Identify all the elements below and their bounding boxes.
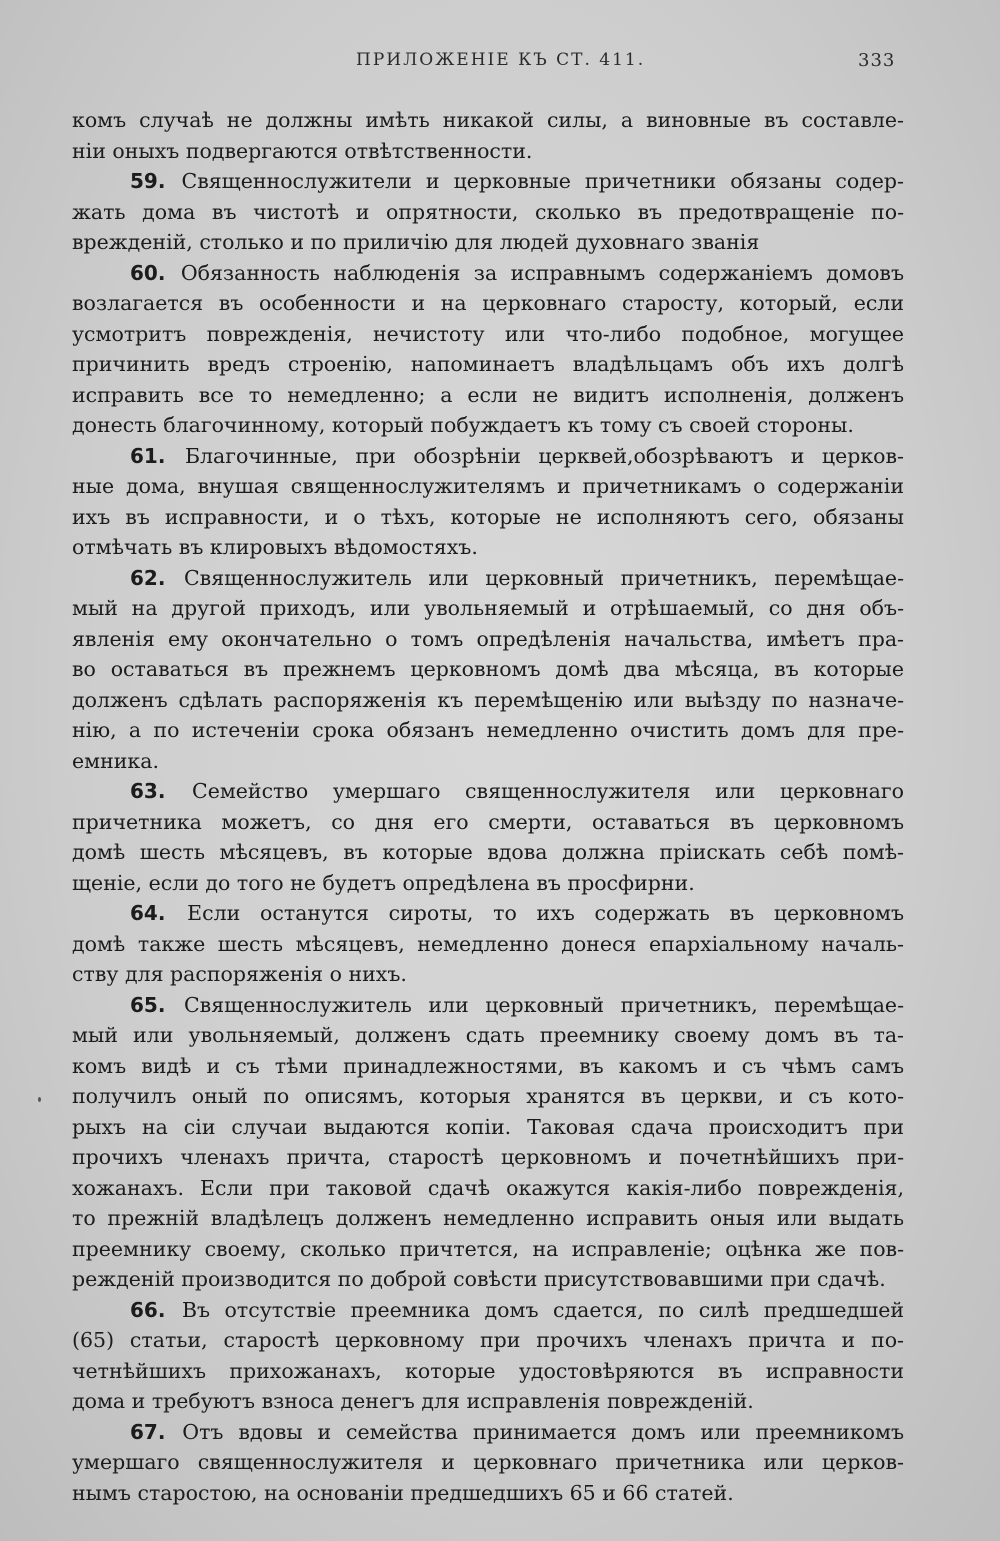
text-line (72, 1447, 904, 1478)
line-text: то прежній владѣлецъ долженъ немедленно исправить оныя или выдать (72, 1206, 904, 1230)
text-line (72, 227, 904, 258)
line-text: ихъ въ исправности, и о тѣхъ, которые не исполняютъ сего, обязаны (72, 504, 904, 529)
line-text: Священнослужитель или церковный причетникъ, перемѣщае- (167, 992, 904, 1017)
line-text: причетника можетъ, со дня его смерти, оставаться въ церковномъ (72, 809, 904, 834)
line-text: Въ отсутствіе преемника домъ сдается, по силѣ предшедшей (167, 1297, 904, 1322)
line-text: ніи оныхъ подвергаются отвѣтственности. (72, 138, 533, 163)
line-text: возлагается въ особенности и на церковнаго старосту, который, если (72, 291, 904, 315)
line-text: нымъ старостою, на основаніи предшедшихъ 65 и 66 статей. (72, 1480, 734, 1505)
article-number: 64. (130, 901, 166, 925)
line-text: Благочинные, при обозрѣніи церквей,обозрѣваютъ и церков- (167, 443, 904, 468)
line-text: долженъ сдѣлать распоряженія къ перемѣщенію или выѣзду по назначе- (72, 687, 904, 712)
article-first-line (72, 898, 904, 929)
article-number: 59. (130, 169, 166, 193)
line-text: преемнику своему, сколько причтется, на исправленіе; оцѣнка же пов- (72, 1236, 904, 1261)
text-line (72, 1478, 904, 1509)
text-line (72, 1356, 904, 1387)
line-text: Семейство умершаго священнослужителя или церковнаго (167, 779, 904, 803)
article-first-line (72, 1417, 904, 1448)
line-text: отмѣчать въ клировыхъ вѣдомостяхъ. (72, 535, 478, 559)
text-line (72, 136, 904, 167)
line-text: исправить все то немедленно; а если не видитъ исполненія, долженъ (72, 382, 904, 407)
line-text: четнѣйшихъ прихожанахъ, которые удостовѣряются въ исправности (72, 1358, 904, 1383)
article-first-line (72, 441, 904, 472)
text-line (72, 1112, 904, 1143)
text-line (72, 197, 904, 228)
article-first-line (72, 990, 904, 1021)
line-text: ству для распоряженія о нихъ. (72, 962, 407, 986)
line-text: режденій производится по доброй совѣсти присутствовавшими при сдачѣ. (72, 1267, 886, 1291)
text-line (72, 502, 904, 533)
line-text: мый или увольняемый, долженъ сдать преемнику своему домъ въ та- (72, 1023, 904, 1047)
line-text: Если останутся сироты, то ихъ содержать въ церковномъ (167, 901, 904, 925)
text-line (72, 715, 904, 746)
text-line (72, 1325, 904, 1356)
line-text: рыхъ на сіи случаи выдаются копіи. Таковая сдача происходитъ при (72, 1114, 904, 1139)
text-line (72, 410, 904, 441)
line-text: жать дома въ чистотѣ и опрятности, сколько въ предотвращеніе по- (72, 199, 904, 224)
line-text: явленія ему окончательно о томъ опредѣленія начальства, имѣетъ пра- (72, 626, 904, 651)
text-line (72, 1203, 904, 1234)
article-number: 61. (130, 443, 166, 468)
text-line (72, 654, 904, 685)
line-text: прочихъ членахъ причта, старостѣ церковномъ и почетнѣйшихъ при- (72, 1145, 904, 1169)
text-line (72, 868, 904, 899)
text-line (72, 1081, 904, 1112)
text-line (72, 624, 904, 655)
text-line (72, 1234, 904, 1265)
article-first-line (72, 1295, 904, 1326)
text-line (72, 1020, 904, 1051)
article-first-line (72, 776, 904, 807)
line-text: комъ случаѣ не должны имѣть никакой силы, а виновные въ составле- (72, 108, 904, 132)
line-text: ные дома, внушая священнослужителямъ и причетникамъ о содержаніи (72, 474, 904, 498)
text-line (72, 105, 904, 136)
page-number: 333 (858, 50, 896, 71)
text-line (72, 959, 904, 990)
text-line (72, 1264, 904, 1295)
line-text: получилъ оный по описямъ, которыя хранятся въ церкви, и съ кото- (72, 1084, 904, 1108)
text-line (72, 532, 904, 563)
text-line (72, 471, 904, 502)
text-line (72, 319, 904, 350)
text-line (72, 593, 904, 624)
text-line (72, 837, 904, 868)
article-number: 63. (130, 779, 166, 803)
line-text: комъ видѣ и съ тѣми принадлежностями, въ какомъ и съ чѣмъ самъ (72, 1053, 904, 1078)
article-first-line (72, 258, 904, 289)
line-text: хожанахъ. Если при таковой сдачѣ окажутся какія-либо поврежденія, (72, 1175, 904, 1200)
body-text (72, 105, 904, 1508)
running-title: ПРИЛОЖЕНІЕ КЪ СТ. 411. (356, 50, 646, 70)
text-line (72, 349, 904, 380)
line-text: причинить вредъ строенію, напоминаетъ владѣльцамъ объ ихъ долгѣ (72, 352, 904, 376)
article-number: 60. (130, 260, 166, 285)
text-line (72, 380, 904, 411)
article-number: 62. (130, 565, 166, 590)
text-line (72, 807, 904, 838)
line-text: усмотритъ поврежденія, нечистоту или что-либо подобное, могущее (72, 321, 904, 346)
article-number: 67. (130, 1419, 166, 1444)
text-line (72, 1173, 904, 1204)
line-text: Священнослужители и церковные причетники обязаны содер- (167, 169, 904, 193)
line-text: Обязанность наблюденія за исправнымъ содержаніемъ домовъ (167, 260, 904, 285)
text-line (72, 746, 904, 777)
text-line (72, 929, 904, 960)
line-text: донесть благочинному, который побуждаетъ къ тому съ своей стороны. (72, 413, 854, 437)
line-text: врежденій, столько и по приличію для людей духовнаго званія (72, 230, 760, 254)
line-text: (65) статьи, старостѣ церковному при прочихъ членахъ причта и по- (72, 1328, 904, 1352)
article-first-line (72, 166, 904, 197)
line-text: Священнослужитель или церковный причетникъ, перемѣщае- (167, 565, 904, 590)
page-header (0, 50, 1000, 80)
text-line (72, 1386, 904, 1417)
print-speck (38, 1097, 41, 1102)
article-first-line (72, 563, 904, 594)
line-text: емника. (72, 748, 159, 773)
line-text: нію, а по истеченіи срока обязанъ немедленно очистить домъ для пре- (72, 718, 904, 742)
line-text: щеніе, если до того не будетъ опредѣлена въ просфирни. (72, 870, 695, 895)
article-number: 65. (130, 992, 166, 1017)
line-text: домѣ также шесть мѣсяцевъ, немедленно донеся епархіальному началь- (72, 931, 904, 956)
text-line (72, 288, 904, 319)
text-line (72, 1051, 904, 1082)
line-text: мый на другой приходъ, или увольняемый и отрѣшаемый, со дня объ- (72, 596, 904, 620)
article-number: 66. (130, 1297, 166, 1322)
line-text: домѣ шесть мѣсяцевъ, въ которые вдова должна пріискать себѣ помѣ- (72, 840, 904, 864)
line-text: во оставаться въ прежнемъ церковномъ домѣ два мѣсяца, въ которые (72, 657, 904, 681)
line-text: умершаго священнослужителя и церковнаго причетника или церков- (72, 1450, 904, 1474)
text-line (72, 685, 904, 716)
line-text: дома и требуютъ взноса денегъ для исправленія поврежденій. (72, 1389, 754, 1413)
line-text: Отъ вдовы и семейства принимается домъ или преемникомъ (167, 1419, 904, 1444)
text-line (72, 1142, 904, 1173)
